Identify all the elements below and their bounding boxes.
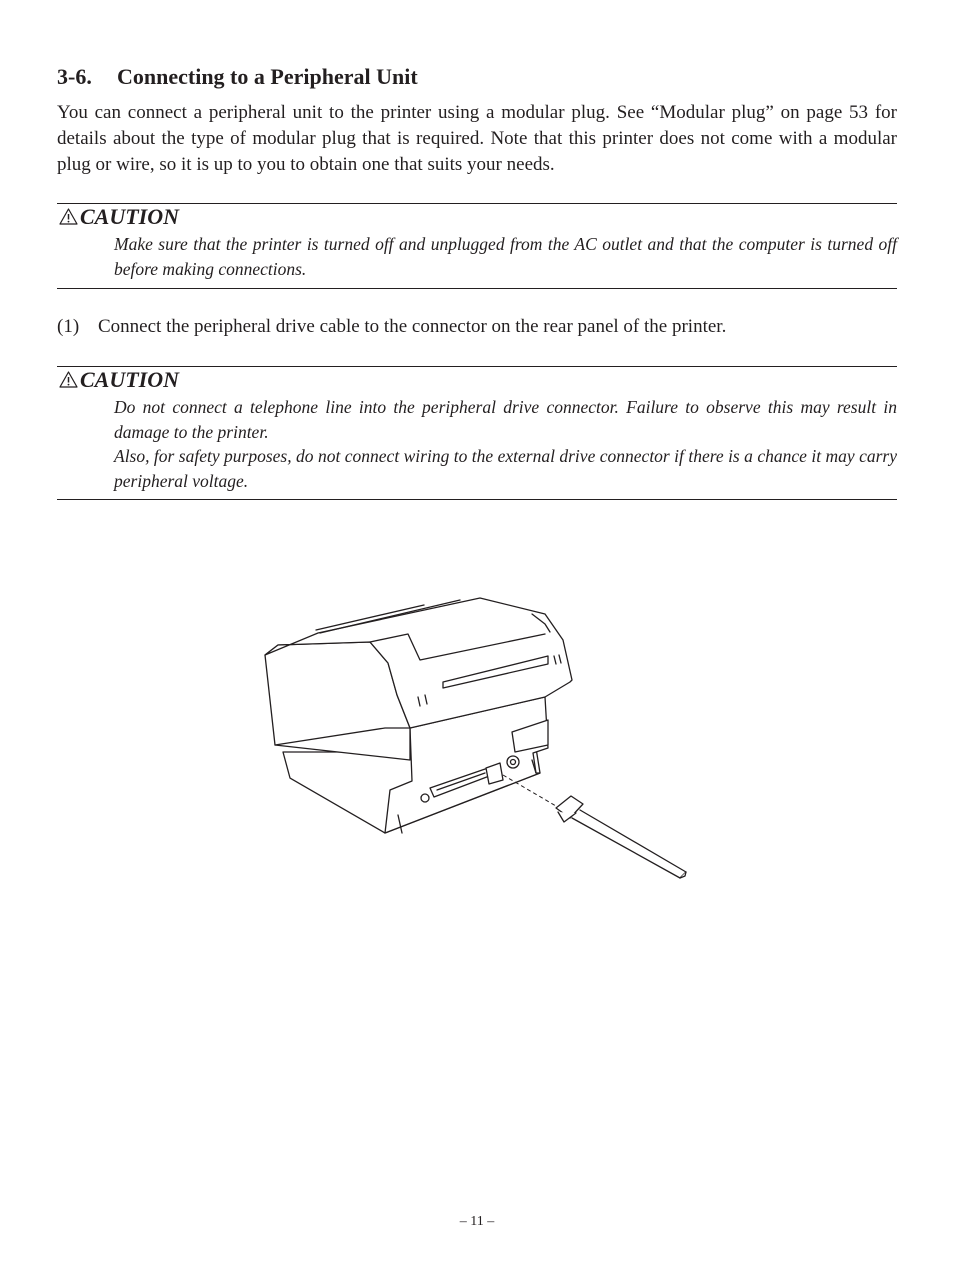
section-title xyxy=(57,62,418,92)
section-number: 3-6. xyxy=(57,64,92,89)
caution-paragraph: Also, for safety purposes, do not connect wiring to the external drive connector if there is a chance it may carry peripheral voltage. xyxy=(114,446,897,491)
caution-paragraph: Do not connect a telephone line into the peripheral drive connector. Failure to observe this may result in damage to the printer. xyxy=(114,397,897,442)
caution-paragraph: Make sure that the printer is turned off and unplugged from the AC outlet and that the computer is turned off before making connections. xyxy=(114,234,897,279)
caution-heading-2 xyxy=(59,367,179,393)
caution-box-2 xyxy=(57,366,897,500)
caution-heading-1 xyxy=(59,204,179,230)
intro-paragraph: You can connect a peripheral unit to the printer using a modular plug. See “Modular plug” on page 53 for details about the type of modular plug that is required. Note that this printer does not come with a modular plug or wire, so it is up to you to obtain one that suits your needs. xyxy=(57,102,897,175)
caution-body-1 xyxy=(114,232,897,281)
step-text: Connect the peripheral drive cable to the connector on the rear panel of the printer. xyxy=(98,316,727,337)
page-number: – 11 – xyxy=(459,1214,495,1229)
step-number: (1) xyxy=(57,316,80,337)
caution-box-1 xyxy=(57,203,897,289)
step-1 xyxy=(57,314,897,340)
caution-heading-text: CAUTION xyxy=(80,367,180,392)
warning-triangle-icon xyxy=(59,371,78,388)
warning-triangle-icon xyxy=(59,208,78,225)
caution-body-2 xyxy=(114,395,897,493)
section-title-text: Connecting to a Peripheral Unit xyxy=(117,64,418,89)
printer-rear-illustration xyxy=(255,590,695,890)
caution-heading-text: CAUTION xyxy=(80,204,180,229)
